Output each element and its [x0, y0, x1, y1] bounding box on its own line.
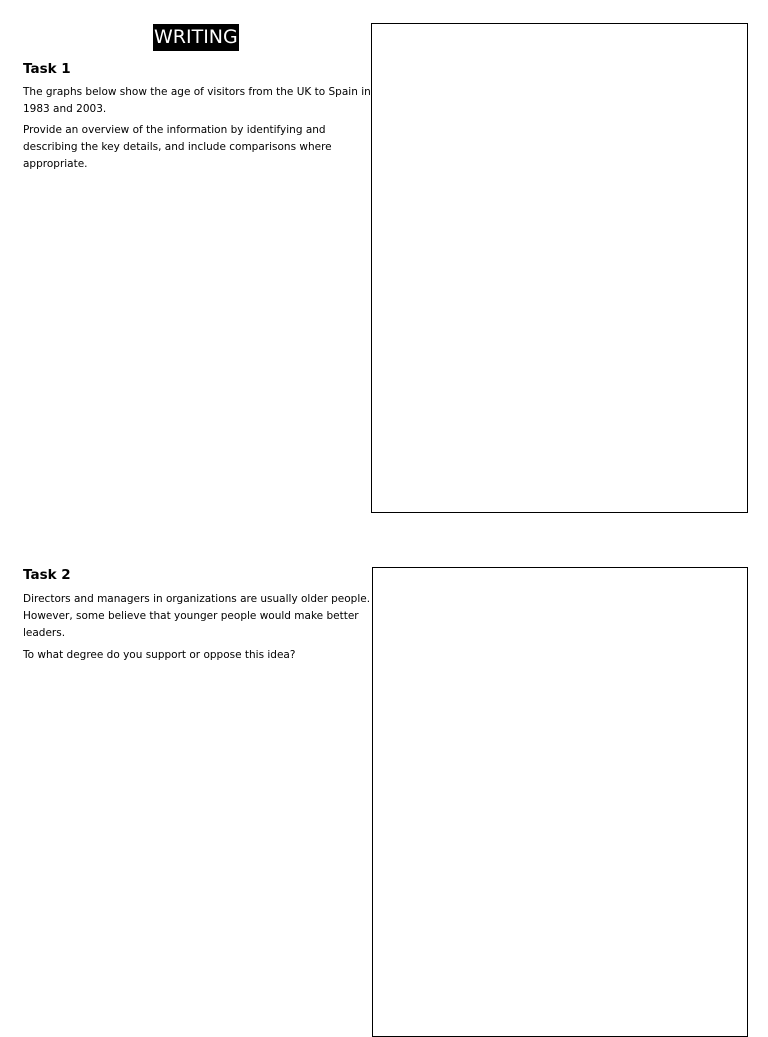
task1-instructions: Provide an overview of the information by identifying and describing the key details, and include comparisons where appropriate.	[23, 124, 332, 170]
task1-answer-box[interactable]	[371, 23, 748, 513]
task1-prompt: The graphs below show the age of visitors from the UK to Spain in 1983 and 2003.	[23, 86, 371, 115]
task2-answer-box[interactable]	[372, 567, 748, 1037]
task2-question: To what degree do you support or oppose this idea?	[23, 649, 296, 661]
task2-heading: Task 2	[23, 567, 71, 583]
task1-heading: Task 1	[23, 61, 71, 77]
task2-prompt: Directors and managers in organizations are usually older people. However, some believe that younger people would make better leaders.	[23, 593, 371, 639]
page-title: WRITING	[153, 24, 239, 51]
